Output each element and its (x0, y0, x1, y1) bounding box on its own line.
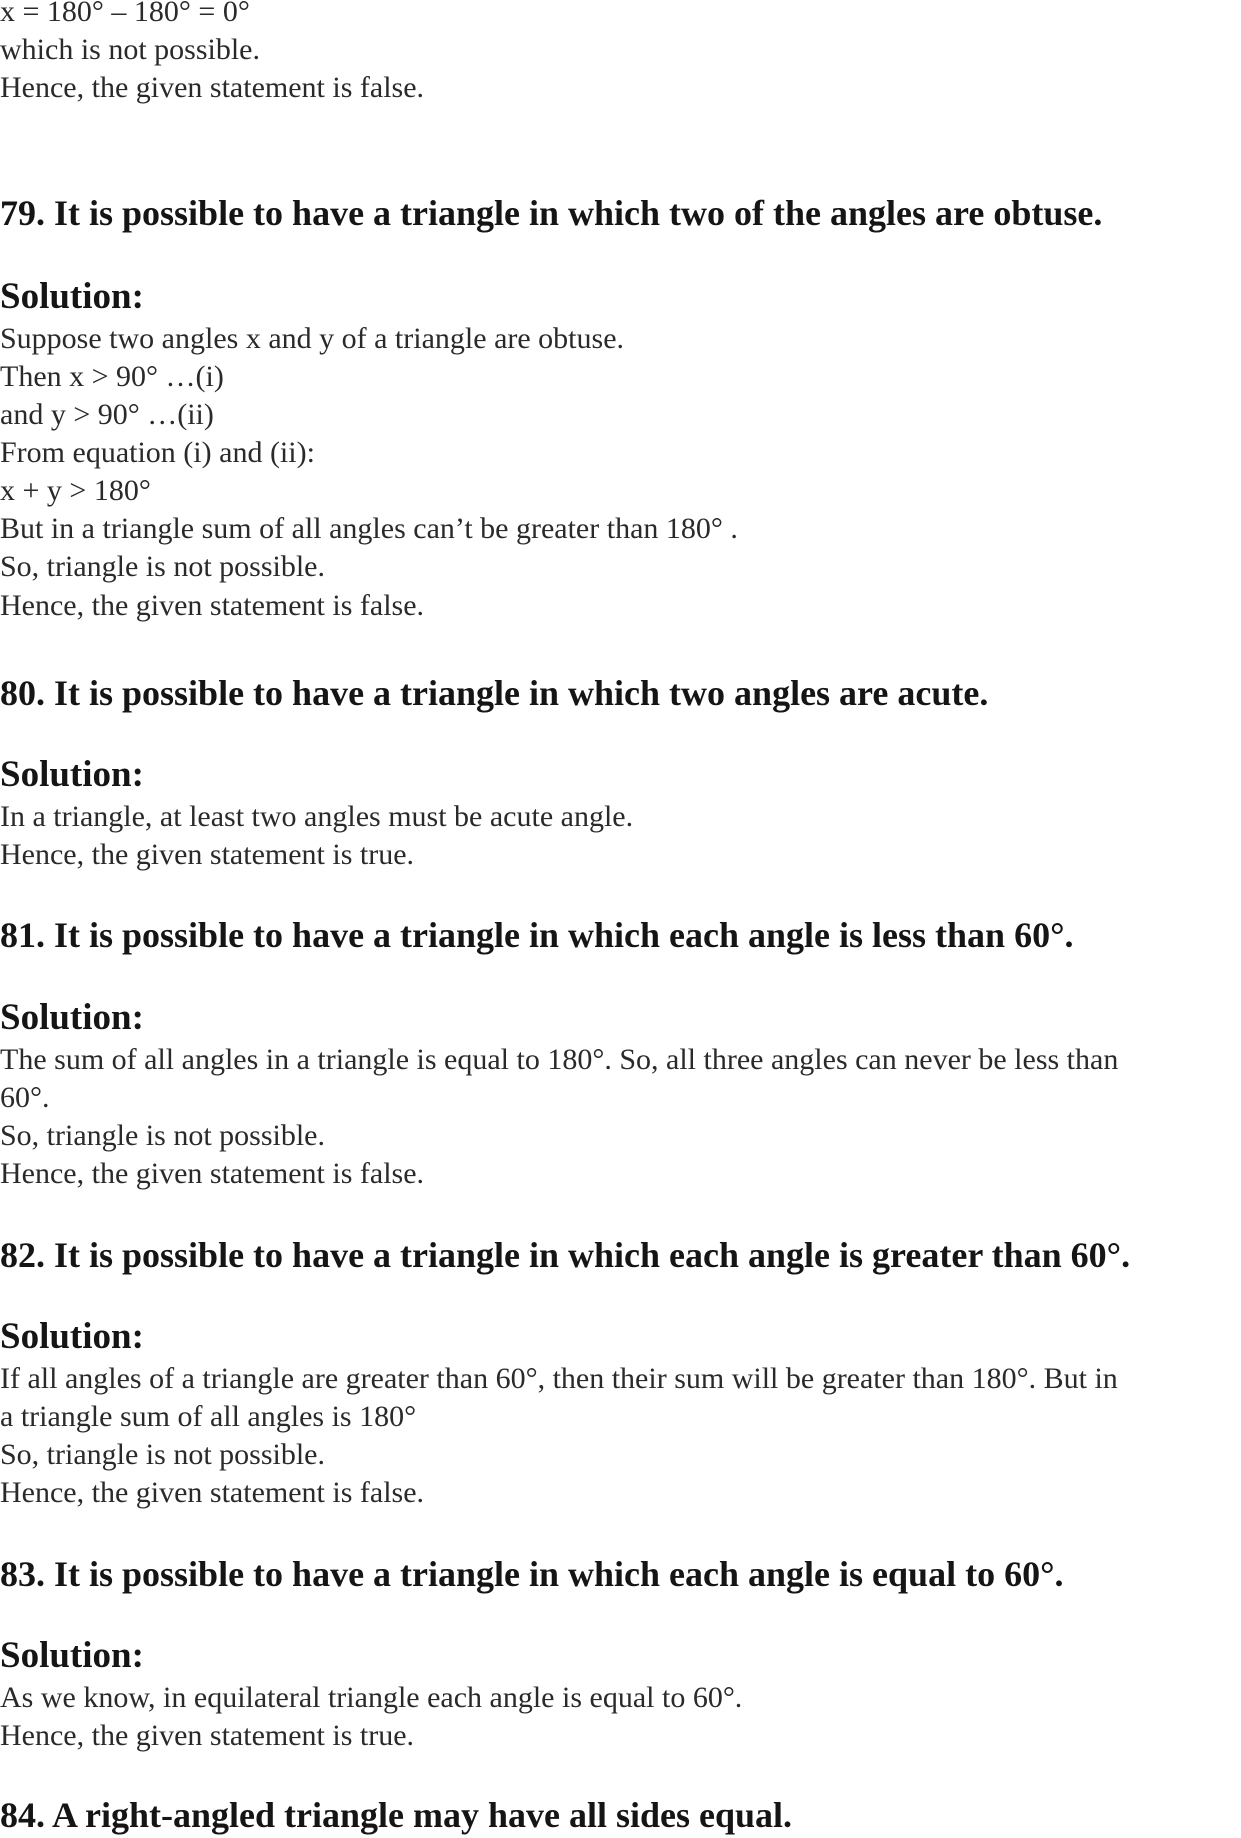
question-82: 82. It is possible to have a triangle in which each angle is greater than 60°. (0, 1235, 1131, 1275)
solution-heading-83: Solution: (0, 1635, 144, 1676)
solution-line: Hence, the given statement is false. (0, 589, 425, 622)
question-80: 80. It is possible to have a triangle in which two angles are acute. (0, 673, 989, 713)
solution-heading-81: Solution: (0, 997, 144, 1038)
solution-line: So, triangle is not possible. (0, 1119, 325, 1152)
intro-line: x = 180° – 180° = 0° (0, 0, 250, 28)
question-84: 84. A right-angled triangle may have all sides equal. (0, 1795, 793, 1835)
solution-line: a triangle sum of all angles is 180° (0, 1400, 417, 1433)
solution-heading-80: Solution: (0, 754, 144, 795)
solution-line: Then x > 90° …(i) (0, 360, 224, 393)
solution-heading-79: Solution: (0, 276, 144, 317)
intro-line: which is not possible. (0, 33, 260, 66)
solution-line: Suppose two angles x and y of a triangle are obtuse. (0, 322, 625, 355)
solution-line: So, triangle is not possible. (0, 550, 325, 583)
solution-line: Hence, the given statement is true. (0, 838, 415, 871)
solution-line: From equation (i) and (ii): (0, 436, 315, 469)
solution-line: and y > 90° …(ii) (0, 398, 214, 431)
question-81: 81. It is possible to have a triangle in which each angle is less than 60°. (0, 915, 1074, 955)
question-79: 79. It is possible to have a triangle in which two of the angles are obtuse. (0, 193, 1103, 233)
question-83: 83. It is possible to have a triangle in which each angle is equal to 60°. (0, 1554, 1064, 1594)
solution-line: The sum of all angles in a triangle is equal to 180°. So, all three angles can never be less than (0, 1043, 1119, 1076)
solution-heading-82: Solution: (0, 1316, 144, 1357)
solution-line: So, triangle is not possible. (0, 1438, 325, 1471)
solution-line: x + y > 180° (0, 474, 151, 507)
solution-line: Hence, the given statement is false. (0, 1157, 425, 1190)
solution-line: 60°. (0, 1081, 50, 1114)
solution-line: Hence, the given statement is true. (0, 1719, 415, 1752)
solution-line: If all angles of a triangle are greater than 60°, then their sum will be greater than 180°. But in (0, 1362, 1118, 1395)
solution-line: But in a triangle sum of all angles can’t be greater than 180° . (0, 512, 738, 545)
solution-line: As we know, in equilateral triangle each angle is equal to 60°. (0, 1681, 743, 1714)
intro-line: Hence, the given statement is false. (0, 71, 425, 104)
solution-line: In a triangle, at least two angles must be acute angle. (0, 800, 634, 833)
solution-line: Hence, the given statement is false. (0, 1476, 425, 1509)
